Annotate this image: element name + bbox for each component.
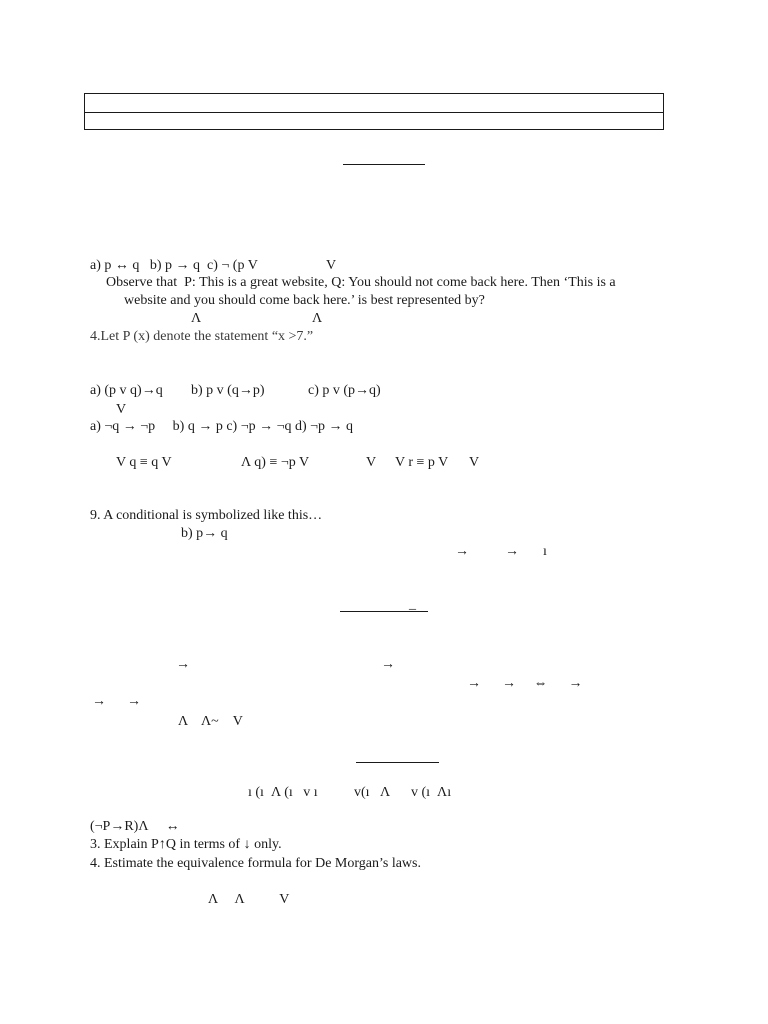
- section-title-underline: [343, 164, 425, 165]
- header-table-row: [85, 94, 663, 113]
- formula-fragment: (¬P→R)Λ ↔: [90, 819, 180, 834]
- formula-fragment: ı (ı Λ (ı v ı: [248, 785, 318, 800]
- option-a: a) (p v q)→q: [90, 383, 163, 398]
- symbol-fragment: ı: [543, 544, 547, 559]
- arrow-symbol: →: [381, 657, 395, 672]
- section-title-underline: [356, 762, 439, 763]
- or-symbol: V: [366, 455, 377, 470]
- symbol-row: Λ Λ~ V: [178, 714, 243, 729]
- and-symbol: Λ: [191, 311, 202, 326]
- formula-fragment: v(ı Λ: [354, 785, 391, 800]
- question-options: a) p ↔ q b) p → q c) ¬ (p V: [90, 258, 258, 273]
- symbol-row: Λ Λ V: [208, 892, 290, 907]
- option-c: c) p v (p→q): [308, 383, 381, 398]
- arrow-symbol: →: [455, 544, 469, 559]
- header-table: [84, 93, 664, 130]
- option-b: b) p v (q→p): [191, 383, 265, 398]
- symbol-row: → → ⇔ →: [467, 676, 583, 691]
- question-4: 4.Let P (x) denote the statement “x >7.”: [90, 329, 314, 344]
- arrow-symbol: →: [176, 657, 190, 672]
- question-3: 3. Explain P↑Q in terms of ↓ only.: [90, 837, 282, 852]
- and-symbol: Λ: [312, 311, 323, 326]
- option-b: b) p→ q: [181, 526, 228, 541]
- arrow-symbol: →: [505, 544, 519, 559]
- symbol-row: → →: [92, 694, 141, 709]
- question-9: 9. A conditional is symbolized like this…: [90, 508, 323, 523]
- equivalence-fragment: Λ q) ≡ ¬p V: [241, 455, 310, 470]
- question-text-continued: website and you should come back here.’ is best represented by?: [124, 293, 485, 308]
- underscore-mark: _: [409, 597, 416, 612]
- equivalence-fragment: V q ≡ q V: [116, 455, 172, 470]
- question-4: 4. Estimate the equivalence formula for De Morgan’s laws.: [90, 856, 421, 871]
- or-symbol: V: [469, 455, 480, 470]
- or-symbol: V: [326, 258, 337, 273]
- header-table-row: [85, 113, 663, 130]
- equivalence-fragment: V r ≡ p V: [395, 455, 449, 470]
- formula-fragment: v (ı Λı: [411, 785, 452, 800]
- question-text: Observe that P: This is a great website, Q: You should not come back here. Then ‘This is a: [106, 275, 616, 290]
- question-options: a) ¬q → ¬p b) q → p c) ¬p → ¬q d) ¬p → q: [90, 419, 354, 434]
- or-symbol: V: [116, 402, 127, 417]
